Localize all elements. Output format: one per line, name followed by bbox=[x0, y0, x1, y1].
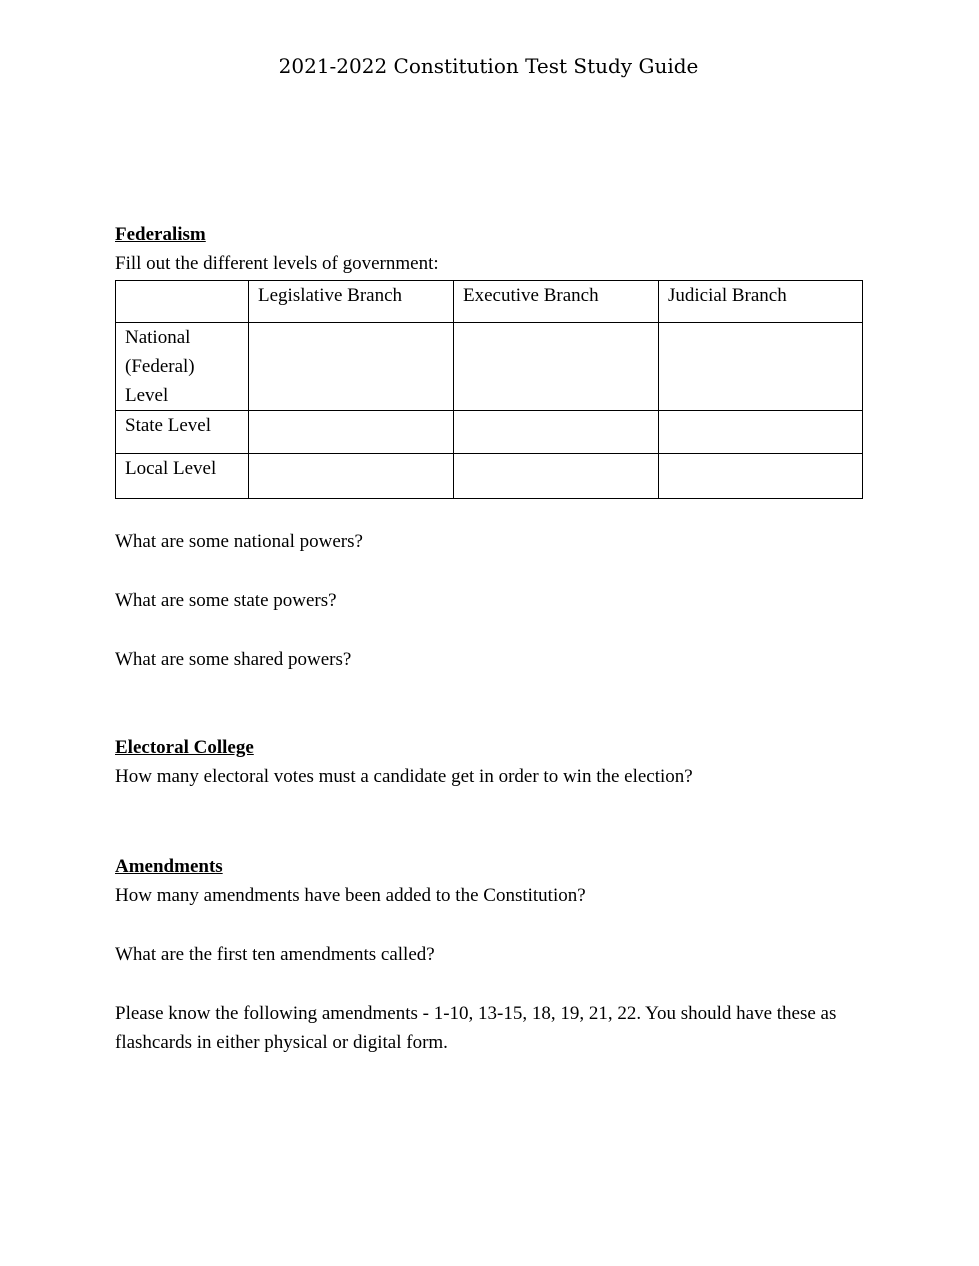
table-header-blank bbox=[116, 281, 249, 323]
question-electoral-votes: How many electoral votes must a candidate get in order to win the election? bbox=[115, 766, 693, 787]
table-row-local bbox=[116, 454, 863, 499]
table-row-national bbox=[116, 323, 863, 411]
question-national-powers: What are some national powers? bbox=[115, 531, 363, 552]
table-header-executive: Executive Branch bbox=[454, 281, 659, 323]
answer-cell-state-legislative bbox=[249, 411, 454, 454]
page-title: 2021-2022 Constitution Test Study Guide bbox=[278, 54, 699, 78]
answer-cell-local-legislative bbox=[249, 454, 454, 499]
answer-cell-local-judicial bbox=[659, 454, 863, 499]
table-row-state bbox=[116, 411, 863, 454]
row-label-national: National (Federal) Level bbox=[116, 323, 249, 411]
table-header-row bbox=[116, 281, 863, 323]
answer-cell-national-legislative bbox=[249, 323, 454, 411]
question-first-ten-amendments: What are the first ten amendments called? bbox=[115, 944, 435, 965]
question-shared-powers: What are some shared powers? bbox=[115, 649, 352, 670]
answer-cell-national-executive bbox=[454, 323, 659, 411]
row-label-local: Local Level bbox=[116, 454, 249, 499]
levels-of-government-table bbox=[115, 280, 863, 499]
answer-cell-state-judicial bbox=[659, 411, 863, 454]
table-header-judicial: Judicial Branch bbox=[659, 281, 863, 323]
question-state-powers: What are some state powers? bbox=[115, 590, 337, 611]
answer-cell-local-executive bbox=[454, 454, 659, 499]
section-heading-electoral-college: Electoral College bbox=[115, 737, 254, 758]
row-label-state: State Level bbox=[116, 411, 249, 454]
section-heading-amendments: Amendments bbox=[115, 856, 223, 877]
answer-cell-national-judicial bbox=[659, 323, 863, 411]
answer-cell-state-executive bbox=[454, 411, 659, 454]
question-amendments-count: How many amendments have been added to the Constitution? bbox=[115, 885, 586, 906]
section-heading-federalism: Federalism bbox=[115, 224, 206, 245]
federalism-intro: Fill out the different levels of government: bbox=[115, 253, 439, 274]
instruction-know-amendments: Please know the following amendments - 1-10, 13-15, 18, 19, 21, 22. You should have these as flashcards in either physical or digital form. bbox=[115, 1003, 837, 1053]
table-header-legislative: Legislative Branch bbox=[249, 281, 454, 323]
